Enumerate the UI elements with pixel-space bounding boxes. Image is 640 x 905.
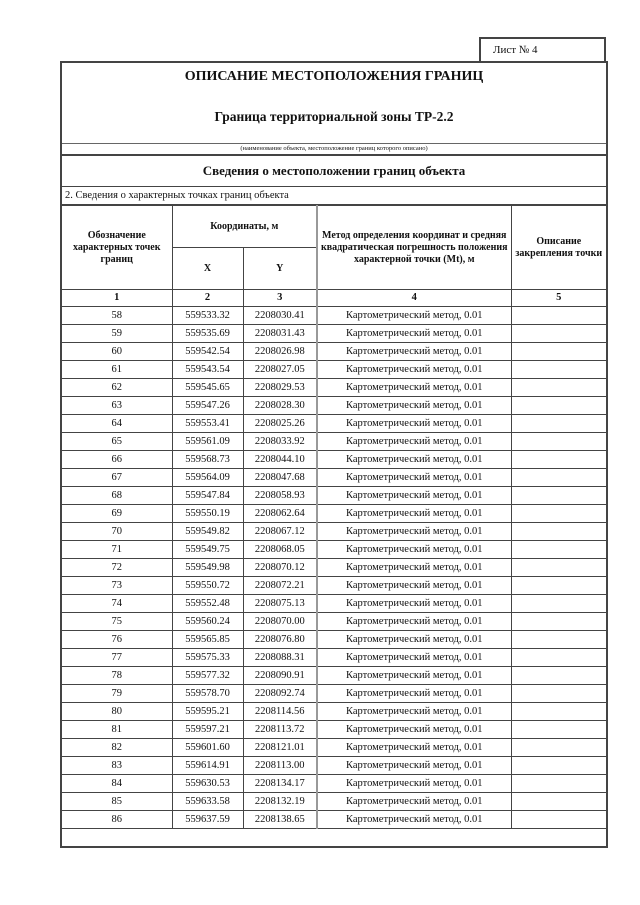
y-cell: 2208031.43 <box>243 325 317 343</box>
col-number: 5 <box>511 290 606 307</box>
y-cell: 2208026.98 <box>243 343 317 361</box>
document-title: ОПИСАНИЕ МЕСТОПОЛОЖЕНИЯ ГРАНИЦ <box>184 69 484 84</box>
point-cell: 62 <box>62 379 172 397</box>
method-cell: Картометрический метод, 0.01 <box>317 649 511 667</box>
method-cell: Картометрический метод, 0.01 <box>317 361 511 379</box>
sheet-number: Лист № 4 <box>479 37 606 61</box>
y-cell: 2208033.92 <box>243 433 317 451</box>
table-row <box>62 613 606 631</box>
method-cell: Картометрический метод, 0.01 <box>317 397 511 415</box>
method-cell: Картометрический метод, 0.01 <box>317 523 511 541</box>
table-row <box>62 667 606 685</box>
method-cell: Картометрический метод, 0.01 <box>317 595 511 613</box>
fixing-cell <box>511 685 606 703</box>
fixing-cell <box>511 595 606 613</box>
x-cell: 559552.48 <box>172 595 243 613</box>
x-cell: 559565.85 <box>172 631 243 649</box>
header-coords: Координаты, м <box>172 206 317 248</box>
y-cell: 2208025.26 <box>243 415 317 433</box>
point-cell: 69 <box>62 505 172 523</box>
x-cell: 559561.09 <box>172 433 243 451</box>
y-cell: 2208044.10 <box>243 451 317 469</box>
object-caption: (наименование объекта, местоположение границ которого описано) <box>62 143 606 156</box>
method-cell: Картометрический метод, 0.01 <box>317 451 511 469</box>
points-table <box>62 205 606 829</box>
y-cell: 2208058.93 <box>243 487 317 505</box>
table-row <box>62 415 606 433</box>
method-cell: Картометрический метод, 0.01 <box>317 487 511 505</box>
point-cell: 70 <box>62 523 172 541</box>
point-cell: 67 <box>62 469 172 487</box>
y-cell: 2208090.91 <box>243 667 317 685</box>
x-cell: 559549.75 <box>172 541 243 559</box>
fixing-cell <box>511 559 606 577</box>
title-block <box>62 63 606 144</box>
y-cell: 2208028.30 <box>243 397 317 415</box>
method-cell: Картометрический метод, 0.01 <box>317 757 511 775</box>
method-cell: Картометрический метод, 0.01 <box>317 739 511 757</box>
subsection-title: 2. Сведения о характерных точках границ объекта <box>62 187 606 205</box>
header-method: Метод определения координат и средняя квадратическая погрешность положения характерной точки (Mt), м <box>317 206 511 290</box>
fixing-cell <box>511 667 606 685</box>
x-cell: 559547.26 <box>172 397 243 415</box>
point-cell: 75 <box>62 613 172 631</box>
x-cell: 559542.54 <box>172 343 243 361</box>
y-cell: 2208121.01 <box>243 739 317 757</box>
point-cell: 77 <box>62 649 172 667</box>
point-cell: 60 <box>62 343 172 361</box>
table-row <box>62 757 606 775</box>
x-cell: 559549.82 <box>172 523 243 541</box>
x-cell: 559577.32 <box>172 667 243 685</box>
table-row <box>62 685 606 703</box>
x-cell: 559601.60 <box>172 739 243 757</box>
fixing-cell <box>511 307 606 325</box>
y-cell: 2208070.00 <box>243 613 317 631</box>
y-cell: 2208047.68 <box>243 469 317 487</box>
col-number: 2 <box>172 290 243 307</box>
method-cell: Картометрический метод, 0.01 <box>317 307 511 325</box>
header-fixing: Описание закрепления точки <box>511 206 606 290</box>
table-row <box>62 775 606 793</box>
y-cell: 2208132.19 <box>243 793 317 811</box>
point-cell: 63 <box>62 397 172 415</box>
point-cell: 65 <box>62 433 172 451</box>
table-row <box>62 523 606 541</box>
method-cell: Картометрический метод, 0.01 <box>317 415 511 433</box>
y-cell: 2208030.41 <box>243 307 317 325</box>
fixing-cell <box>511 793 606 811</box>
fixing-cell <box>511 811 606 829</box>
x-cell: 559553.41 <box>172 415 243 433</box>
y-cell: 2208113.00 <box>243 757 317 775</box>
method-cell: Картометрический метод, 0.01 <box>317 505 511 523</box>
method-cell: Картометрический метод, 0.01 <box>317 721 511 739</box>
col-number: 4 <box>317 290 511 307</box>
point-cell: 59 <box>62 325 172 343</box>
y-cell: 2208070.12 <box>243 559 317 577</box>
fixing-cell <box>511 325 606 343</box>
fixing-cell <box>511 505 606 523</box>
table-row <box>62 631 606 649</box>
table-row <box>62 649 606 667</box>
fixing-cell <box>511 649 606 667</box>
fixing-cell <box>511 451 606 469</box>
fixing-cell <box>511 343 606 361</box>
table-row <box>62 739 606 757</box>
x-cell: 559547.84 <box>172 487 243 505</box>
fixing-cell <box>511 415 606 433</box>
header-x: X <box>172 248 243 290</box>
header-point: Обозначение характерных точек границ <box>62 206 172 290</box>
x-cell: 559545.65 <box>172 379 243 397</box>
x-cell: 559564.09 <box>172 469 243 487</box>
header-y: Y <box>243 248 317 290</box>
point-cell: 84 <box>62 775 172 793</box>
y-cell: 2208067.12 <box>243 523 317 541</box>
method-cell: Картометрический метод, 0.01 <box>317 541 511 559</box>
point-cell: 82 <box>62 739 172 757</box>
fixing-cell <box>511 775 606 793</box>
table-row <box>62 721 606 739</box>
table-row <box>62 343 606 361</box>
x-cell: 559637.59 <box>172 811 243 829</box>
table-row <box>62 397 606 415</box>
point-cell: 78 <box>62 667 172 685</box>
point-cell: 58 <box>62 307 172 325</box>
x-cell: 559533.32 <box>172 307 243 325</box>
method-cell: Картометрический метод, 0.01 <box>317 811 511 829</box>
col-number: 3 <box>243 290 317 307</box>
table-row <box>62 577 606 595</box>
y-cell: 2208068.05 <box>243 541 317 559</box>
fixing-cell <box>511 379 606 397</box>
method-cell: Картометрический метод, 0.01 <box>317 793 511 811</box>
y-cell: 2208076.80 <box>243 631 317 649</box>
x-cell: 559535.69 <box>172 325 243 343</box>
x-cell: 559575.33 <box>172 649 243 667</box>
fixing-cell <box>511 739 606 757</box>
fixing-cell <box>511 631 606 649</box>
y-cell: 2208114.56 <box>243 703 317 721</box>
table-row <box>62 433 606 451</box>
table-row <box>62 595 606 613</box>
method-cell: Картометрический метод, 0.01 <box>317 631 511 649</box>
table-row <box>62 541 606 559</box>
method-cell: Картометрический метод, 0.01 <box>317 703 511 721</box>
point-cell: 80 <box>62 703 172 721</box>
y-cell: 2208029.53 <box>243 379 317 397</box>
col-number: 1 <box>62 290 172 307</box>
point-cell: 61 <box>62 361 172 379</box>
y-cell: 2208092.74 <box>243 685 317 703</box>
x-cell: 559597.21 <box>172 721 243 739</box>
x-cell: 559549.98 <box>172 559 243 577</box>
x-cell: 559595.21 <box>172 703 243 721</box>
y-cell: 2208138.65 <box>243 811 317 829</box>
fixing-cell <box>511 721 606 739</box>
section-title: Сведения о местоположении границ объекта <box>62 156 606 187</box>
x-cell: 559550.19 <box>172 505 243 523</box>
fixing-cell <box>511 523 606 541</box>
y-cell: 2208072.21 <box>243 577 317 595</box>
method-cell: Картометрический метод, 0.01 <box>317 685 511 703</box>
x-cell: 559578.70 <box>172 685 243 703</box>
table-row <box>62 793 606 811</box>
point-cell: 64 <box>62 415 172 433</box>
table-row <box>62 361 606 379</box>
table-row <box>62 307 606 325</box>
object-name: Граница территориальной зоны ТР-2.2 <box>214 109 454 124</box>
table-row <box>62 703 606 721</box>
fixing-cell <box>511 613 606 631</box>
fixing-cell <box>511 469 606 487</box>
point-cell: 83 <box>62 757 172 775</box>
method-cell: Картометрический метод, 0.01 <box>317 559 511 577</box>
point-cell: 79 <box>62 685 172 703</box>
x-cell: 559630.53 <box>172 775 243 793</box>
method-cell: Картометрический метод, 0.01 <box>317 379 511 397</box>
document-frame <box>60 61 608 848</box>
method-cell: Картометрический метод, 0.01 <box>317 433 511 451</box>
x-cell: 559560.24 <box>172 613 243 631</box>
y-cell: 2208062.64 <box>243 505 317 523</box>
x-cell: 559568.73 <box>172 451 243 469</box>
y-cell: 2208113.72 <box>243 721 317 739</box>
table-row <box>62 559 606 577</box>
method-cell: Картометрический метод, 0.01 <box>317 775 511 793</box>
fixing-cell <box>511 577 606 595</box>
point-cell: 76 <box>62 631 172 649</box>
method-cell: Картометрический метод, 0.01 <box>317 613 511 631</box>
method-cell: Картометрический метод, 0.01 <box>317 667 511 685</box>
method-cell: Картометрический метод, 0.01 <box>317 469 511 487</box>
table-row <box>62 325 606 343</box>
fixing-cell <box>511 487 606 505</box>
y-cell: 2208134.17 <box>243 775 317 793</box>
table-row <box>62 811 606 829</box>
point-cell: 66 <box>62 451 172 469</box>
point-cell: 68 <box>62 487 172 505</box>
point-cell: 81 <box>62 721 172 739</box>
table-row <box>62 379 606 397</box>
fixing-cell <box>511 433 606 451</box>
table-row <box>62 451 606 469</box>
fixing-cell <box>511 703 606 721</box>
y-cell: 2208088.31 <box>243 649 317 667</box>
method-cell: Картометрический метод, 0.01 <box>317 577 511 595</box>
x-cell: 559550.72 <box>172 577 243 595</box>
fixing-cell <box>511 397 606 415</box>
point-cell: 71 <box>62 541 172 559</box>
fixing-cell <box>511 541 606 559</box>
table-row <box>62 487 606 505</box>
table-row <box>62 469 606 487</box>
x-cell: 559614.91 <box>172 757 243 775</box>
point-cell: 72 <box>62 559 172 577</box>
point-cell: 73 <box>62 577 172 595</box>
x-cell: 559633.58 <box>172 793 243 811</box>
point-cell: 85 <box>62 793 172 811</box>
y-cell: 2208075.13 <box>243 595 317 613</box>
method-cell: Картометрический метод, 0.01 <box>317 343 511 361</box>
fixing-cell <box>511 757 606 775</box>
y-cell: 2208027.05 <box>243 361 317 379</box>
method-cell: Картометрический метод, 0.01 <box>317 325 511 343</box>
table-row <box>62 505 606 523</box>
point-cell: 86 <box>62 811 172 829</box>
fixing-cell <box>511 361 606 379</box>
point-cell: 74 <box>62 595 172 613</box>
x-cell: 559543.54 <box>172 361 243 379</box>
